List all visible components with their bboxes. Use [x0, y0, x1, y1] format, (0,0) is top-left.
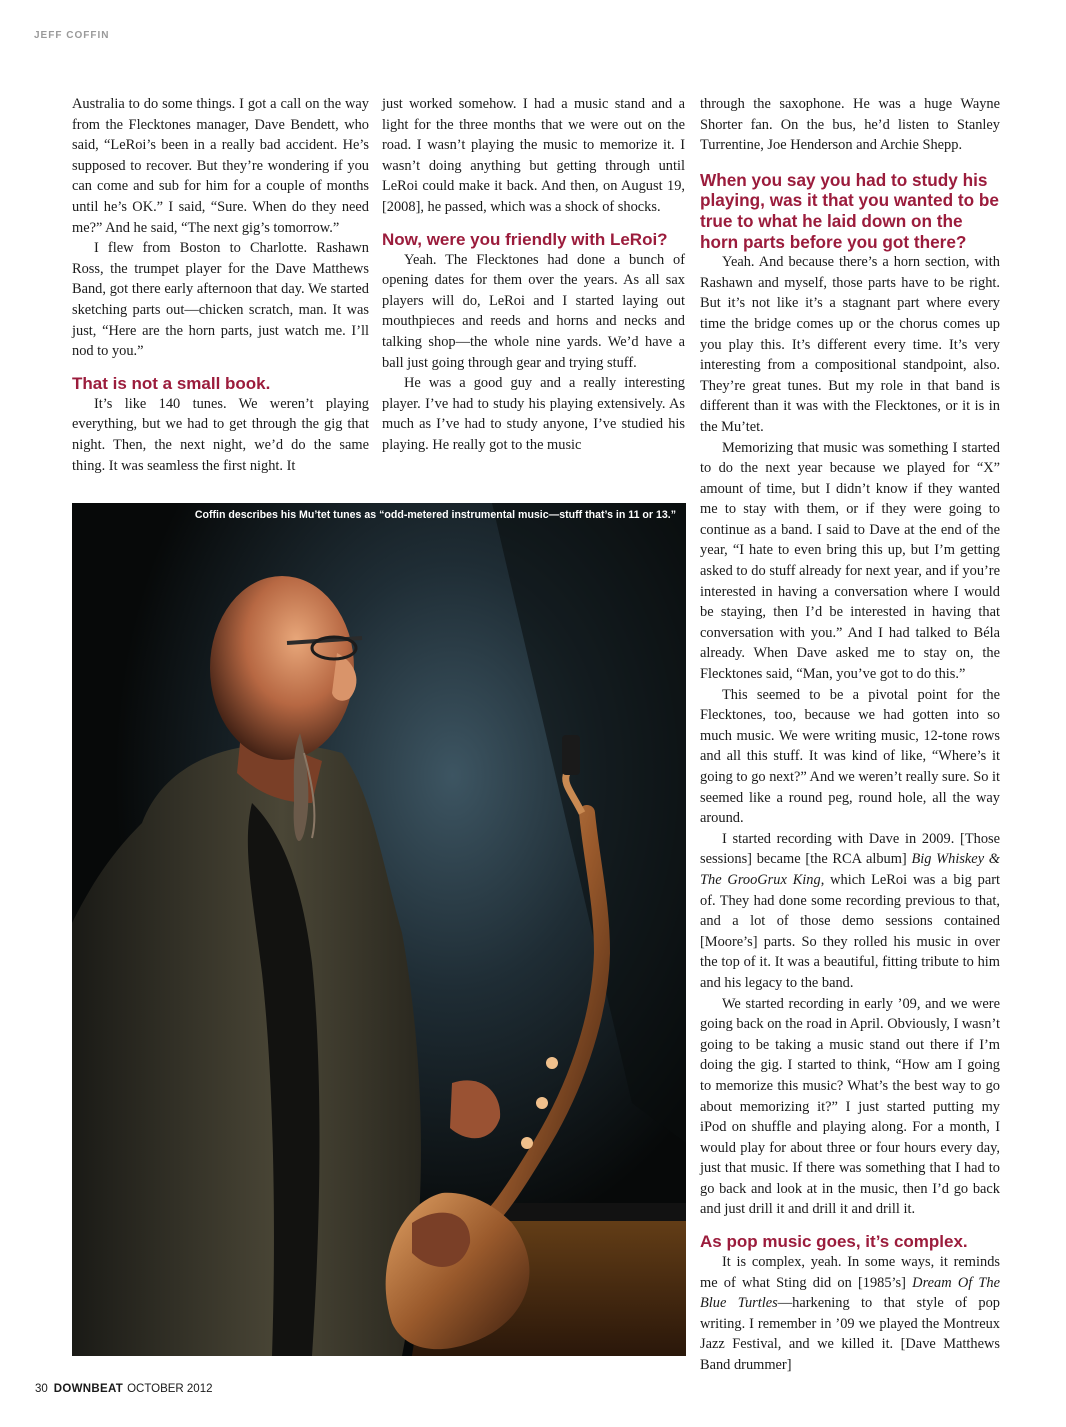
text-run: I started recording with Dave in 2009. [Those sessions] became [the RCA album]: [700, 830, 1000, 868]
paragraph: through the saxophone. He was a huge Wayne Shorter fan. On the bus, he’d listen to Stanley Turrentine, Joe Henderson and Archie Shepp.: [700, 96, 1000, 154]
running-head: JEFF COFFIN: [34, 30, 110, 41]
text-run: It is complex, yeah. In some ways, it reminds me of what Sting did on [1985’s]: [700, 1254, 1000, 1291]
paragraph: Australia to do some things. I got a call on the way from the Flecktones manager, Dave Bendett, who said, “LeRoi’s been in a really bad accident. He’s supposed to recover. But they’re wondering if you can come and sub for him for a couple of months until he’s OK.” I said, “Sure. When do they need me?” And he said, “The next gig’s tomorrow.”: [72, 96, 369, 236]
article-column-2: [382, 94, 685, 456]
paragraph: He was a good guy and a really interesting player. I’ve had to study his playing extensively. As much as I’ve had to study anyone, I’ve studied his playing. He really got to the music: [382, 375, 685, 453]
issue-date: OCTOBER 2012: [127, 1383, 213, 1395]
paragraph: [700, 1252, 1000, 1376]
saxophonist-photo: [72, 503, 686, 1356]
question-heading: As pop music goes, it’s complex.: [700, 1232, 968, 1252]
paragraph: Yeah. The Flecktones had done a bunch of opening dates for them over the years. As all sax players will do, LeRoi and I started laying out mouthpieces and reeds and horns and necks and talking shop—the whole nine yards. We’d have a ball just going through gear and trying stuff.: [382, 251, 685, 371]
paragraph: just worked somehow. I had a music stand and a light for the three months that we were out on the road. I wasn’t playing the music to memorize it. I wasn’t doing anything but getting through until LeRoi could make it back. And then, on August 19, [2008], he passed, which was a shock of shocks.: [382, 96, 685, 215]
page-number: 30: [35, 1383, 48, 1395]
paragraph: Memorizing that music was something I started to do the next year because we played for “X” amount of time, but I didn’t know if they wanted me to stay with them, or if they were going to continue as a band. I said to Dave at the end of the year, “I hate to even bring this up, but I’m getting asked to do stuff already for next year, and if you’re interested in having a conversation where I would be staying, then I’d be interested in having that conversation with you.” And I had talked to Béla already. When Dave asked me to stay on, the Flecktones said, “Man, you’ve got to do this.”: [700, 439, 1000, 683]
photo-illustration: [72, 503, 686, 1356]
publication-name: DOWNBEAT: [53, 1383, 124, 1395]
paragraph: It’s like 140 tunes. We weren’t playing everything, but we had to get through the gig that night. Then, the next night, we’d do the same thing. It was seamless the first night. It: [72, 395, 369, 474]
article-column-3: [700, 94, 1000, 1376]
question-heading: Now, were you friendly with LeRoi?: [382, 229, 668, 249]
paragraph: We started recording in early ’09, and we were going back on the road in April. Obviously, I wasn’t going to be taking a music stand out there if I’m doing the gig. I started to think, “How am I going to memorize this music? What’s the best way to go about memorizing it?” I just started putting my iPod on shuffle and playing along. For a month, I would play for about three or four hours every day, just that music. If there was something that I had to go back and look at in the music, then I’d go back and just drill it and drill it and drill it.: [700, 995, 1000, 1218]
paragraph: This seemed to be a pivotal point for the Flecktones, too, because we had gotten into so much music. We were writing music, 12-tone rows and all this stuff. It was kind of like, “Where’s it going to go next?” And we weren’t really sure. So it seemed like a round peg, round hole, all the way around.: [700, 686, 1000, 827]
paragraph: I flew from Boston to Charlotte. Rashawn Ross, the trumpet player for the Dave Matthews Band, got there early afternoon that day. We started sketching parts out—chicken scratch, man. It was just, “Here are the horn parts, just watch me. I’ll nod to you.”: [72, 240, 369, 360]
paragraph: [700, 829, 1000, 994]
question-heading: That is not a small book.: [72, 373, 271, 393]
photo-caption: Coffin describes his Mu’tet tunes as “odd-metered instrumental music—stuff that’s in 11 or 13.”: [194, 509, 676, 521]
paragraph: Yeah. And because there’s a horn section, with Rashawn and myself, those parts have to be right. But it’s not like it’s a stagnant part where every time the bridge comes up or the chorus comes up you play this. It’s different every time. It’s very interesting from a compositional standpoint, also. They’re great tunes. But my role in that band is different than it was with the Flecktones, or it is in the Mu’tet.: [700, 254, 1000, 435]
album-title: Big Whiskey & The GrooGrux King: [700, 851, 1000, 888]
question-heading: When you say you had to study his playing, was it that you wanted to be true to what he laid down on the horn parts before you got there?: [700, 169, 999, 252]
text-run: , which LeRoi was a big part of. They had done some recording previous to that, and a lot of those demo sessions contained [Moore’s] parts. So they rolled his music in over the top of it. It was a beautiful, fitting tribute to him and his legacy to the band.: [700, 871, 1000, 991]
album-title: Dream Of The Blue Turtles: [700, 1274, 1001, 1312]
article-column-1: [72, 94, 369, 476]
text-run: —harkening to that style of pop writing. I remember in ’09 we played the Montreux Jazz Festival, and we killed it. [Dave Matthews Band drummer]: [700, 1295, 1000, 1374]
page-footer: [35, 1383, 213, 1395]
